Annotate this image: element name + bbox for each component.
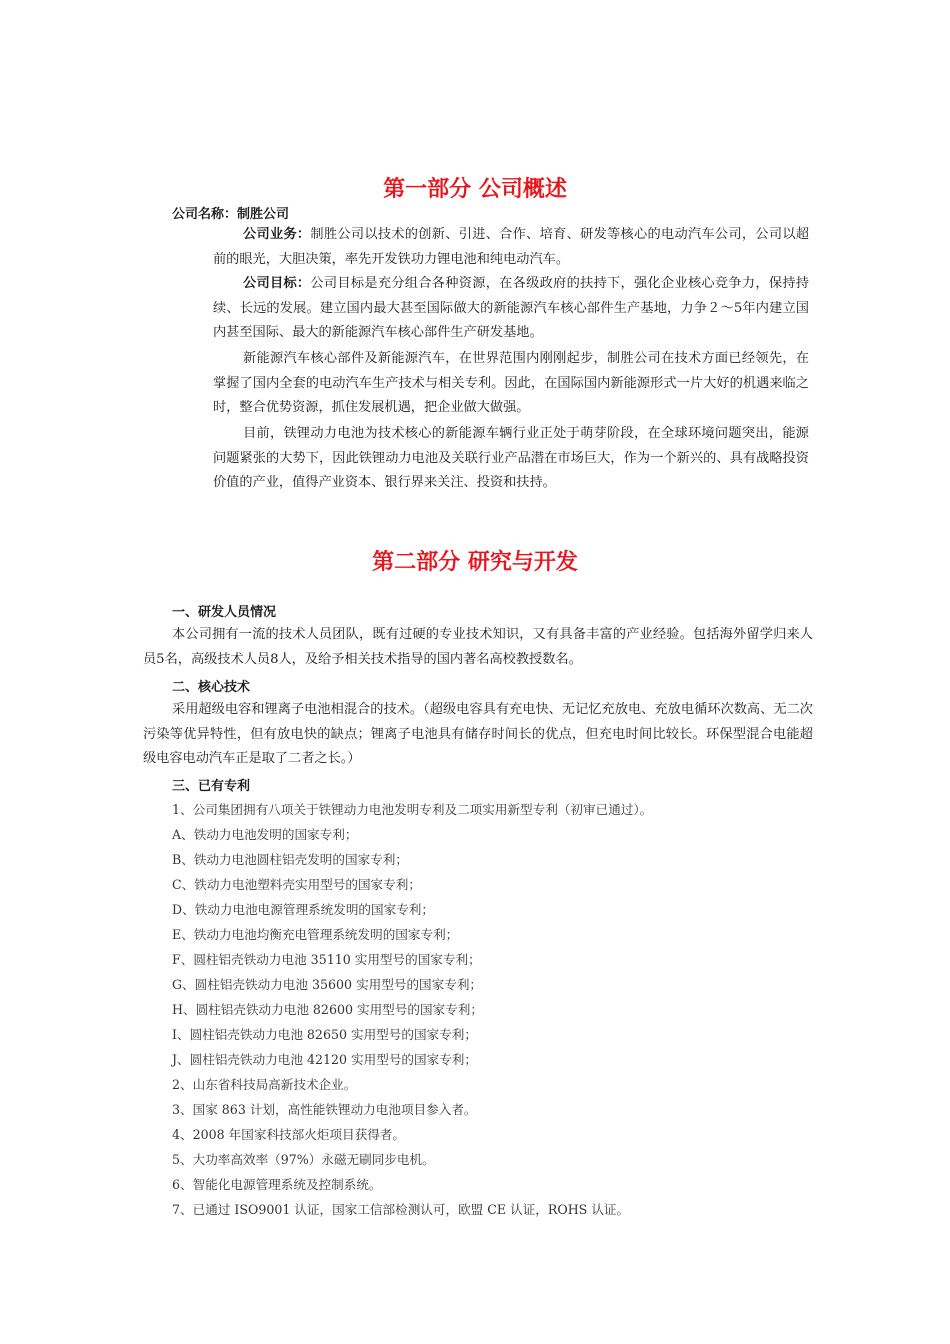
patent-item: 1、公司集团拥有八项关于铁锂动力电池发明专利及二项实用新型专利（初审已通过）。 bbox=[172, 802, 653, 817]
patent-item: C、铁动力电池塑料壳实用型号的国家专利； bbox=[172, 877, 421, 892]
company-name: 公司名称：制胜公司 bbox=[172, 207, 290, 222]
patent-item: 6、智能化电源管理系统及控制系统。 bbox=[172, 1177, 382, 1192]
patent-item: 3、国家 863 计划，高性能铁锂动力电池项目参入者。 bbox=[172, 1102, 477, 1117]
section-core-tech-text: 采用超级电容和锂离子电池相混合的技术。（超级电容具有充电快、无记忆充放电、充放电循环次数高、无二次污染等优异特性，但有放电快的缺点；锂离子电池具有储存时间长的优点，但充电时间比较长。环保型混合电能超级电容电动汽车正是取了二者之长。） bbox=[143, 702, 813, 766]
section-staff-text: 本公司拥有一流的技术人员团队，既有过硬的专业技术知识，又有具备丰富的产业经验。包括海外留学归来人员5名，高级技术人员8人，及给予相关技术指导的国内著名高校教授数名。 bbox=[143, 627, 813, 667]
patent-item: E、铁动力电池均衡充电管理系统发明的国家专利； bbox=[172, 927, 459, 942]
business-text: 制胜公司以技术的创新、引进、合作、培育、研发等核心的电动汽车公司，公司以超前的眼光，大胆决策，率先开发铁功力锂电池和纯电动汽车。 bbox=[213, 227, 810, 267]
section-patents-title: 三、已有专利 bbox=[172, 779, 251, 794]
patent-item: 2、山东省科技局高新技术企业。 bbox=[172, 1077, 357, 1092]
part2-title: 第二部分 研究与开发 bbox=[372, 550, 578, 575]
new-energy-paragraph: 新能源汽车核心部件及新能源汽车，在世界范围内刚刚起步，制胜公司在技术方面已经领先，在掌握了国内全套的电动汽车生产技术与相关专利。因此，在国际国内新能源形式一片大好的机遇来临之时，整合优势资源，抓住发展机遇，把企业做大做强。 bbox=[213, 351, 809, 415]
part1-title: 第一部分 公司概述 bbox=[383, 177, 567, 202]
patent-item: 4、2008 年国家科技部火炬项目获得者。 bbox=[172, 1127, 405, 1142]
patent-item: D、铁动力电池电源管理系统发明的国家专利； bbox=[172, 902, 434, 917]
patent-item: I、圆柱铝壳铁动力电池 82650 实用型号的国家专利； bbox=[172, 1027, 477, 1042]
patent-item: A、铁动力电池发明的国家专利； bbox=[172, 827, 358, 842]
current-status-paragraph: 目前，铁锂动力电池为技术核心的新能源车辆行业正处于萌芽阶段，在全球环境问题突出，能源问题紧张的大势下，因此铁锂动力电池及关联行业产品潜在市场巨大，作为一个新兴的、具有战略投资价值的产业，值得产业资本、银行界来关注、投资和扶持。 bbox=[213, 426, 809, 490]
section-staff-title: 一、研发人员情况 bbox=[172, 605, 277, 620]
goal-paragraph bbox=[213, 272, 809, 346]
patent-item: B、铁动力电池圆柱铝壳发明的国家专利； bbox=[172, 852, 408, 867]
goal-text: 公司目标是充分组合各种资源，在各级政府的扶持下，强化企业核心竞争力，保持持续、长远的发展。建立国内最大甚至国际做大的新能源汽车核心部件生产基地，力争２～5年内建立国内甚至国际、最大的新能源汽车核心部件生产研发基地。 bbox=[213, 276, 810, 340]
business-label: 公司业务： bbox=[243, 227, 311, 242]
patent-list bbox=[172, 797, 652, 1222]
patent-item: F、圆柱铝壳铁动力电池 35110 实用型号的国家专利； bbox=[172, 952, 481, 967]
patent-item: 7、已通过 ISO9001 认证，国家工信部检测认可，欧盟 CE 认证，ROHS 认证。 bbox=[172, 1202, 630, 1217]
patent-item: H、圆柱铝壳铁动力电池 82600 实用型号的国家专利； bbox=[172, 1002, 483, 1017]
patent-item: 5、大功率高效率（97%）永磁无刷同步电机。 bbox=[172, 1152, 435, 1167]
business-paragraph bbox=[213, 223, 809, 272]
section-core-tech-title: 二、核心技术 bbox=[172, 680, 251, 695]
patent-item: J、圆柱铝壳铁动力电池 42120 实用型号的国家专利； bbox=[172, 1052, 477, 1067]
patent-item: G、圆柱铝壳铁动力电池 35600 实用型号的国家专利； bbox=[172, 977, 483, 992]
goal-label: 公司目标： bbox=[243, 276, 311, 291]
